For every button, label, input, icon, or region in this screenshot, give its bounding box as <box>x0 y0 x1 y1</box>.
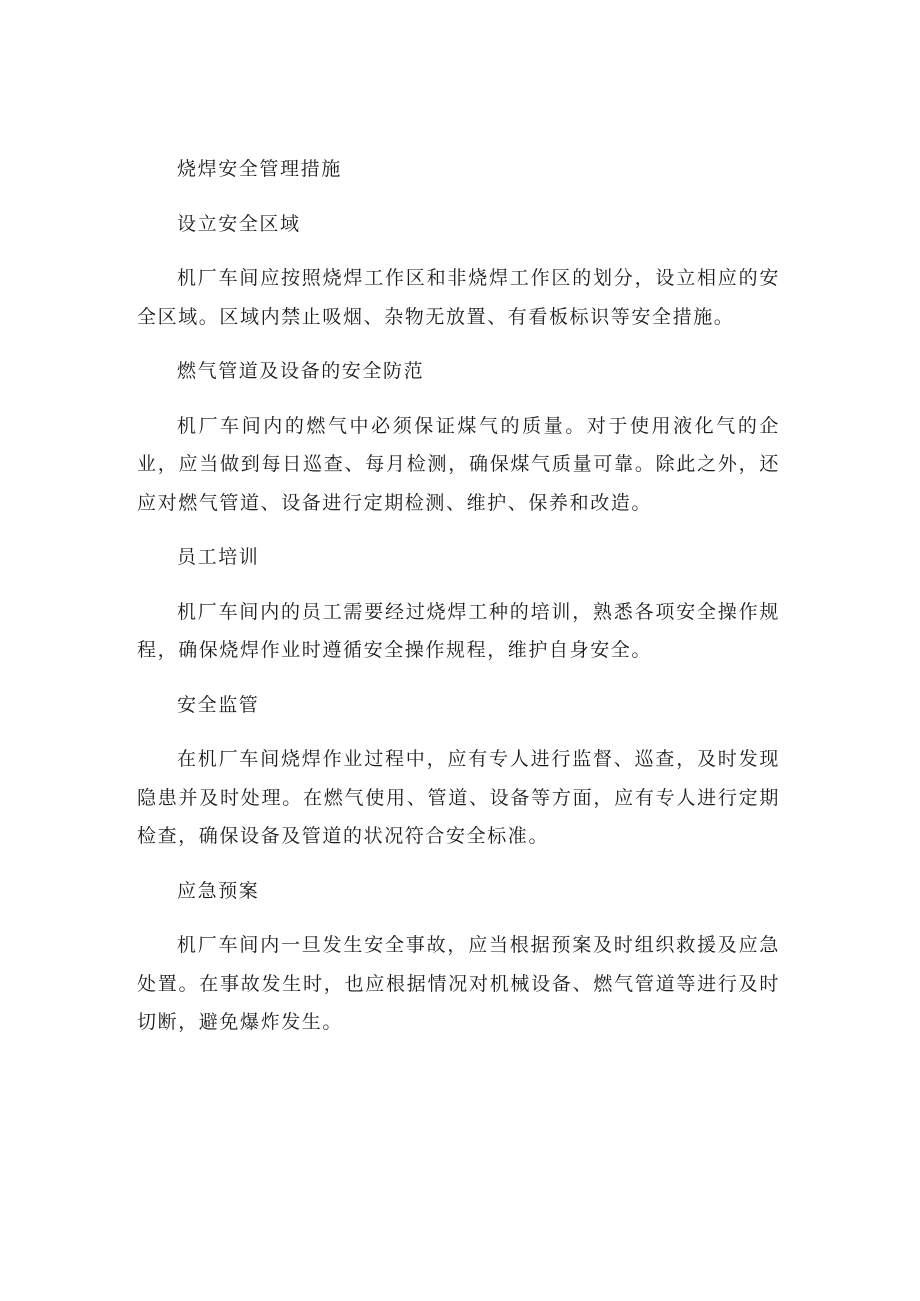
section-heading-safety-supervision: 安全监管 <box>177 693 260 716</box>
section-heading-gas-pipeline: 燃气管道及设备的安全防范 <box>177 360 425 382</box>
section-heading-emergency-plan: 应急预案 <box>177 879 260 902</box>
section-body-safety-supervision: 在机厂车间烧焊作业过程中，应有专人进行监督、巡查，及时发现隐患并及时处理。在燃气使用、管道、设备等方面，应有专人进行定期检查，确保设备及管道的状况符合安全标准。 <box>137 748 780 847</box>
section-body-staff-training: 机厂车间内的员工需要经过烧焊工种的培训，熟悉各项安全操作规程，确保烧焊作业时遵循安全操作规程，维护自身安全。 <box>137 600 780 661</box>
section-body-safety-zone: 机厂车间应按照烧焊工作区和非烧焊工作区的划分，设立相应的安全区域。区域内禁止吸烟、杂物无放置、有看板标识等安全措施。 <box>137 267 780 328</box>
section-heading-staff-training: 员工培训 <box>177 546 260 568</box>
document-body <box>137 150 780 1058</box>
section-body-emergency-plan: 机厂车间内一旦发生安全事故，应当根据预案及时组织救援及应急处置。在事故发生时，也应根据情况对机械设备、燃气管道等进行及时切断，避免爆炸发生。 <box>137 934 780 1033</box>
section-heading-safety-zone: 设立安全区域 <box>177 212 301 235</box>
document-title: 烧焊安全管理措施 <box>177 158 342 180</box>
section-body-gas-pipeline: 机厂车间内的燃气中必须保证煤气的质量。对于使用液化气的企业，应当做到每日巡查、每月检测，确保煤气质量可靠。除此之外，还应对燃气管道、设备进行定期检测、维护、保养和改造。 <box>137 414 780 514</box>
